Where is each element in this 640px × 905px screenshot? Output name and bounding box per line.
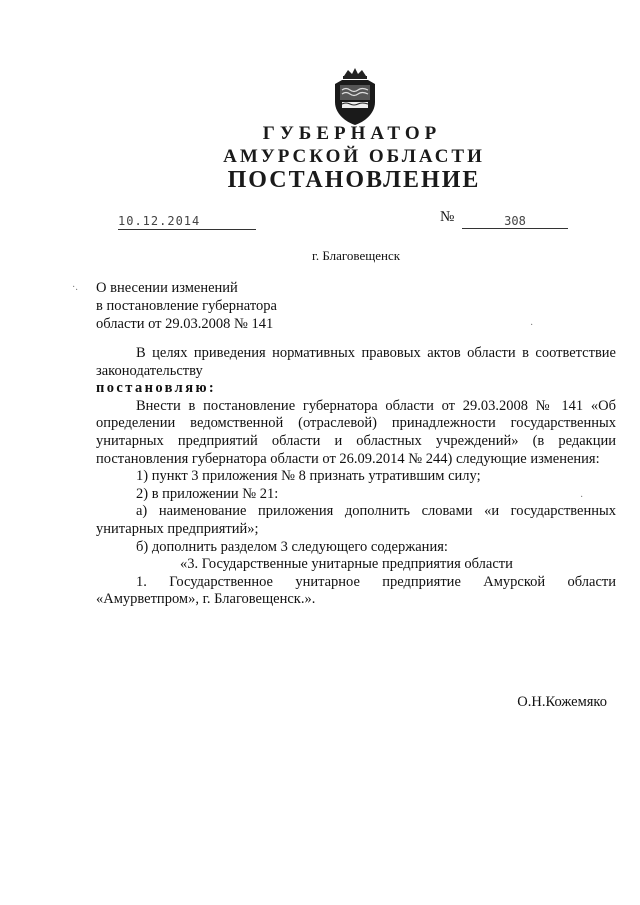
issuer-title: ГУБЕРНАТОР <box>262 123 442 144</box>
number-label: № <box>440 209 455 225</box>
item-2a: а) наименование приложения дополнить словами «и государственных унитарных предприятий»; <box>96 503 616 537</box>
document-subject <box>96 279 277 333</box>
subject-line: в постановление губернатора <box>96 298 277 314</box>
document-city: г. Благовещенск <box>312 248 401 263</box>
issuer-region: АМУРСКОЙ ОБЛАСТИ <box>223 146 485 167</box>
main-paragraph: Внести в постановление губернатора области от 29.03.2008 № 141 «Об определении ведомственной (отраслевой) принадлежности государственных унитарных предприятий области и областных учреждений» (в редакции постановления губернатора области от 26.09.2014 № 244) следующие изменения: <box>96 397 616 467</box>
subject-line: области от 29.03.2008 № 141 <box>96 316 274 332</box>
resolution-keyword: постановляю: <box>96 380 217 397</box>
preamble-paragraph: В целях приведения нормативных правовых актов области в соответствие законодательству <box>96 345 616 379</box>
item-2b: б) дополнить разделом 3 следующего содержания: <box>136 538 448 555</box>
scan-speck: ·. <box>72 282 78 293</box>
document-number: 308 <box>462 214 568 229</box>
section-3-item-1: 1. Государственное унитарное предприятие Амурской области «Амурветпром», г. Благовещенск.». <box>96 573 616 608</box>
item-2: 2) в приложении № 21: <box>136 485 279 502</box>
document-type: ПОСТАНОВЛЕНИЕ <box>227 167 481 193</box>
document-date: 10.12.2014 <box>118 214 256 230</box>
subject-line: О внесении изменений <box>96 280 238 296</box>
document-body <box>96 345 616 609</box>
amur-region-coat-of-arms-icon <box>330 66 380 126</box>
scan-speck: · <box>580 492 584 503</box>
section-3-title: «3. Государственные унитарные предприятия области <box>180 556 513 573</box>
signature: О.Н.Кожемяко <box>517 694 607 710</box>
item-1: 1) пункт 3 приложения № 8 признать утратившим силу; <box>136 468 481 485</box>
scan-speck: · <box>530 320 534 331</box>
